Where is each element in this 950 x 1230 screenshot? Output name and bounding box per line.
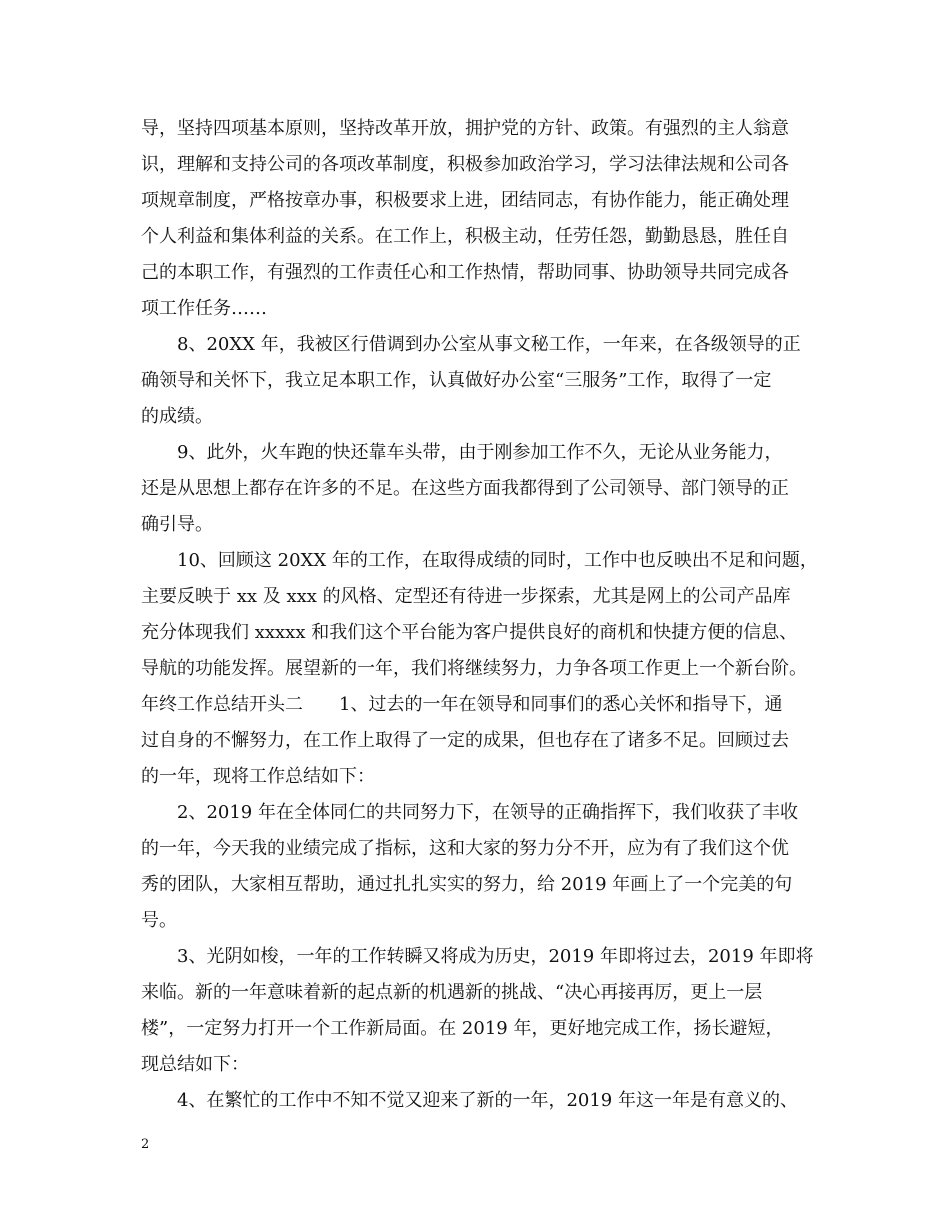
text-line: 秀的团队，大家相互帮助，通过扎扎实实的努力，给 2019 年画上了一个完美的句	[141, 874, 793, 895]
text-line: 个人利益和集体利益的关系。在工作上，积极主动，任劳任怨，勤勤恳恳，胜任自	[141, 226, 789, 247]
text-line: 过自身的不懈努力，在工作上取得了一定的成果，但也存在了诸多不足。回顾过去	[141, 730, 789, 751]
text-line: 确领导和关怀下，我立足本职工作，认真做好办公室“三服务”工作，取得了一定	[141, 370, 772, 391]
text-line: 现总结如下：	[141, 1054, 249, 1075]
text-line: 8、20XX 年，我被区行借调到办公室从事文秘工作，一年来，在各级领导的正	[177, 334, 801, 355]
text-line: 3、光阴如梭，一年的工作转瞬又将成为历史，2019 年即将过去，2019 年即将	[177, 946, 814, 967]
text-line: 项工作任务……	[141, 298, 267, 319]
text-line: 导，坚持四项基本原则，坚持改革开放，拥护党的方针、政策。有强烈的主人翁意	[141, 118, 789, 139]
text-line: 的成绩。	[141, 406, 213, 427]
text-line: 年终工作总结开头二 1、过去的一年在领导和同事们的悉心关怀和指导下，通	[141, 694, 783, 715]
text-line: 充分体现我们 xxxxx 和我们这个平台能为客户提供良好的商机和快捷方便的信息、	[141, 622, 798, 643]
text-line: 2、2019 年在全体同仁的共同努力下，在领导的正确指挥下，我们收获了丰收	[177, 802, 798, 823]
text-line: 主要反映于 xx 及 xxx 的风格、定型还有待进一步探索，尤其是网上的公司产品库	[141, 586, 791, 607]
text-line: 识，理解和支持公司的各项改革制度，积极参加政治学习，学习法律法规和公司各	[141, 154, 789, 175]
text-line: 9、此外，火车跑的快还靠车头带，由于刚参加工作不久，无论从业务能力，	[177, 442, 783, 463]
text-line: 4、在繁忙的工作中不知不觉又迎来了新的一年，2019 年这一年是有意义的、	[177, 1090, 798, 1111]
text-line: 楼”，一定努力打开一个工作新局面。在 2019 年，更好地完成工作，扬长避短，	[141, 1018, 784, 1039]
text-line: 项规章制度，严格按章办事，积极要求上进，团结同志，有协作能力，能正确处理	[141, 190, 789, 211]
text-line: 的一年，今天我的业绩完成了指标，这和大家的努力分不开，应为有了我们这个优	[141, 838, 789, 859]
text-line: 确引导。	[141, 514, 213, 535]
text-line: 10、回顾这 20XX 年的工作，在取得成绩的同时，工作中也反映出不足和问题，	[177, 550, 818, 571]
text-line: 号。	[141, 910, 177, 931]
text-line: 还是从思想上都存在许多的不足。在这些方面我都得到了公司领导、部门领导的正	[141, 478, 789, 499]
text-line: 己的本职工作，有强烈的工作责任心和工作热情，帮助同事、协助领导共同完成各	[141, 262, 789, 283]
text-line: 导航的功能发挥。展望新的一年，我们将继续努力，力争各项工作更上一个新台阶。	[141, 658, 807, 679]
text-line: 来临。新的一年意味着新的起点新的机遇新的挑战、“决心再接再厉，更上一层	[141, 982, 763, 1003]
page-number: 2	[141, 1137, 150, 1152]
text-line: 的一年，现将工作总结如下：	[141, 766, 375, 787]
